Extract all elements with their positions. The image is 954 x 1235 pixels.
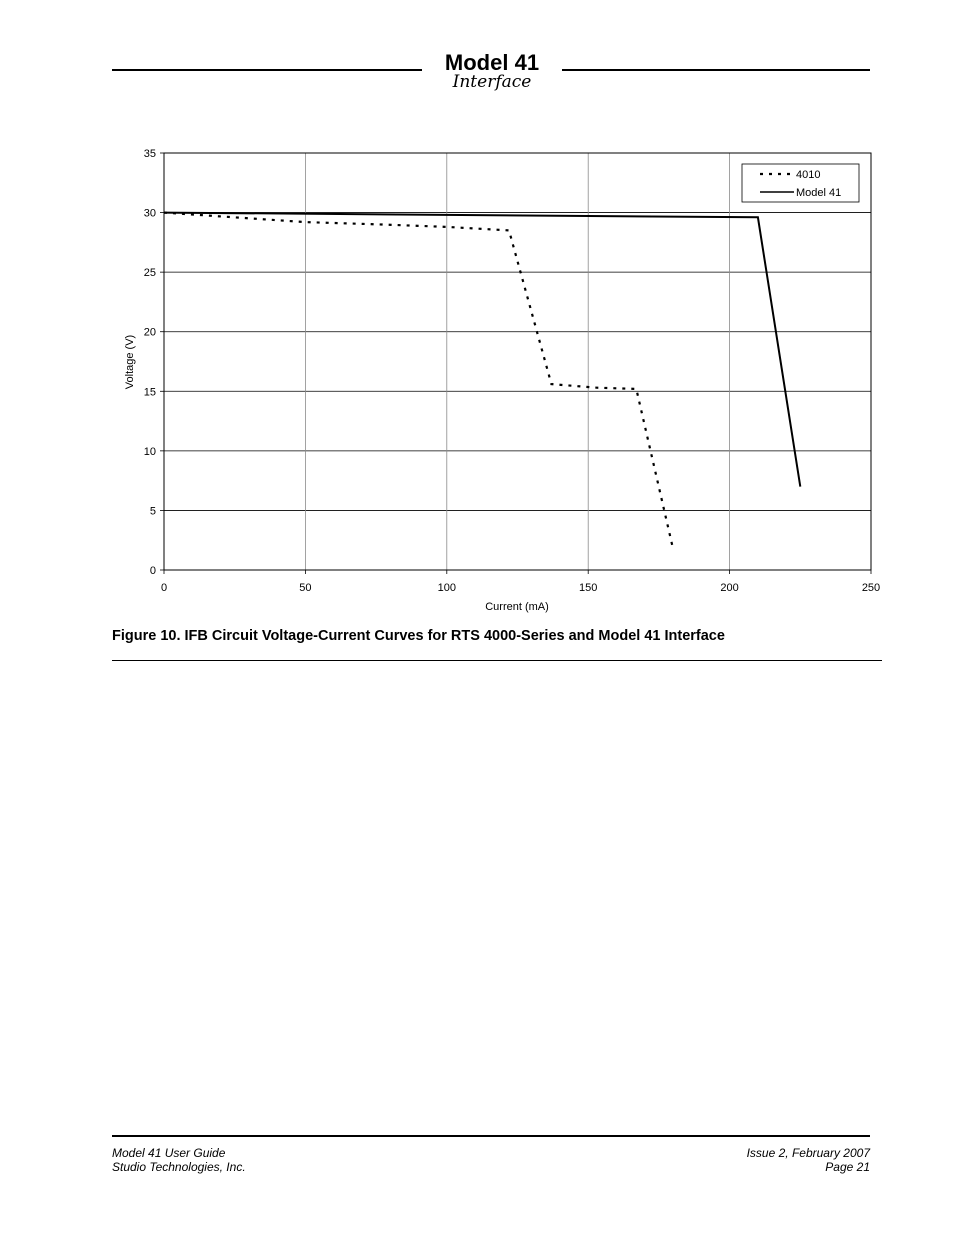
x-tick-label: 200 — [720, 582, 739, 594]
footer-issue: Issue 2, February 2007 — [746, 1146, 870, 1160]
y-axis-label: Voltage (V) — [124, 334, 136, 390]
x-tick-label: 150 — [579, 582, 598, 594]
y-tick-label: 15 — [143, 386, 156, 399]
x-tick-label: 100 — [437, 582, 456, 594]
brand-title: Model 41 — [444, 50, 540, 75]
x-tick-label: 0 — [160, 582, 168, 594]
header-rule-right — [562, 69, 870, 71]
y-tick-label: 25 — [143, 267, 156, 280]
legend-label: 4010 — [796, 169, 821, 181]
y-tick-label: 30 — [143, 207, 156, 220]
voltage-current-chart — [110, 140, 900, 625]
x-tick-label: 250 — [861, 582, 881, 594]
footer-guide-title: Model 41 User Guide — [112, 1146, 226, 1160]
figure-caption: Figure 10. IFB Circuit Voltage-Current Curves for RTS 4000-Series and Model 41 Interface — [112, 628, 725, 644]
series-line-model-41 — [164, 213, 800, 487]
header-rule-left — [112, 69, 422, 71]
caption-rule — [112, 660, 882, 661]
brand-subtitle: Interface — [452, 72, 532, 92]
x-axis-label: Current (mA) — [485, 601, 549, 613]
y-tick-label: 20 — [143, 326, 156, 339]
chart-svg — [110, 140, 900, 620]
y-tick-label: 0 — [149, 565, 156, 577]
footer-page-number: Page 21 — [825, 1160, 870, 1174]
y-tick-label: 35 — [143, 148, 156, 160]
y-tick-label: 10 — [143, 445, 156, 458]
series-layer — [164, 213, 800, 549]
legend-label: Model 41 — [796, 187, 842, 199]
legend — [742, 164, 859, 202]
footer-rule — [112, 1135, 870, 1137]
y-tick-label: 5 — [149, 505, 156, 518]
x-tick-label: 50 — [299, 582, 312, 594]
series-line-4010 — [164, 213, 673, 549]
footer-company: Studio Technologies, Inc. — [112, 1160, 246, 1174]
